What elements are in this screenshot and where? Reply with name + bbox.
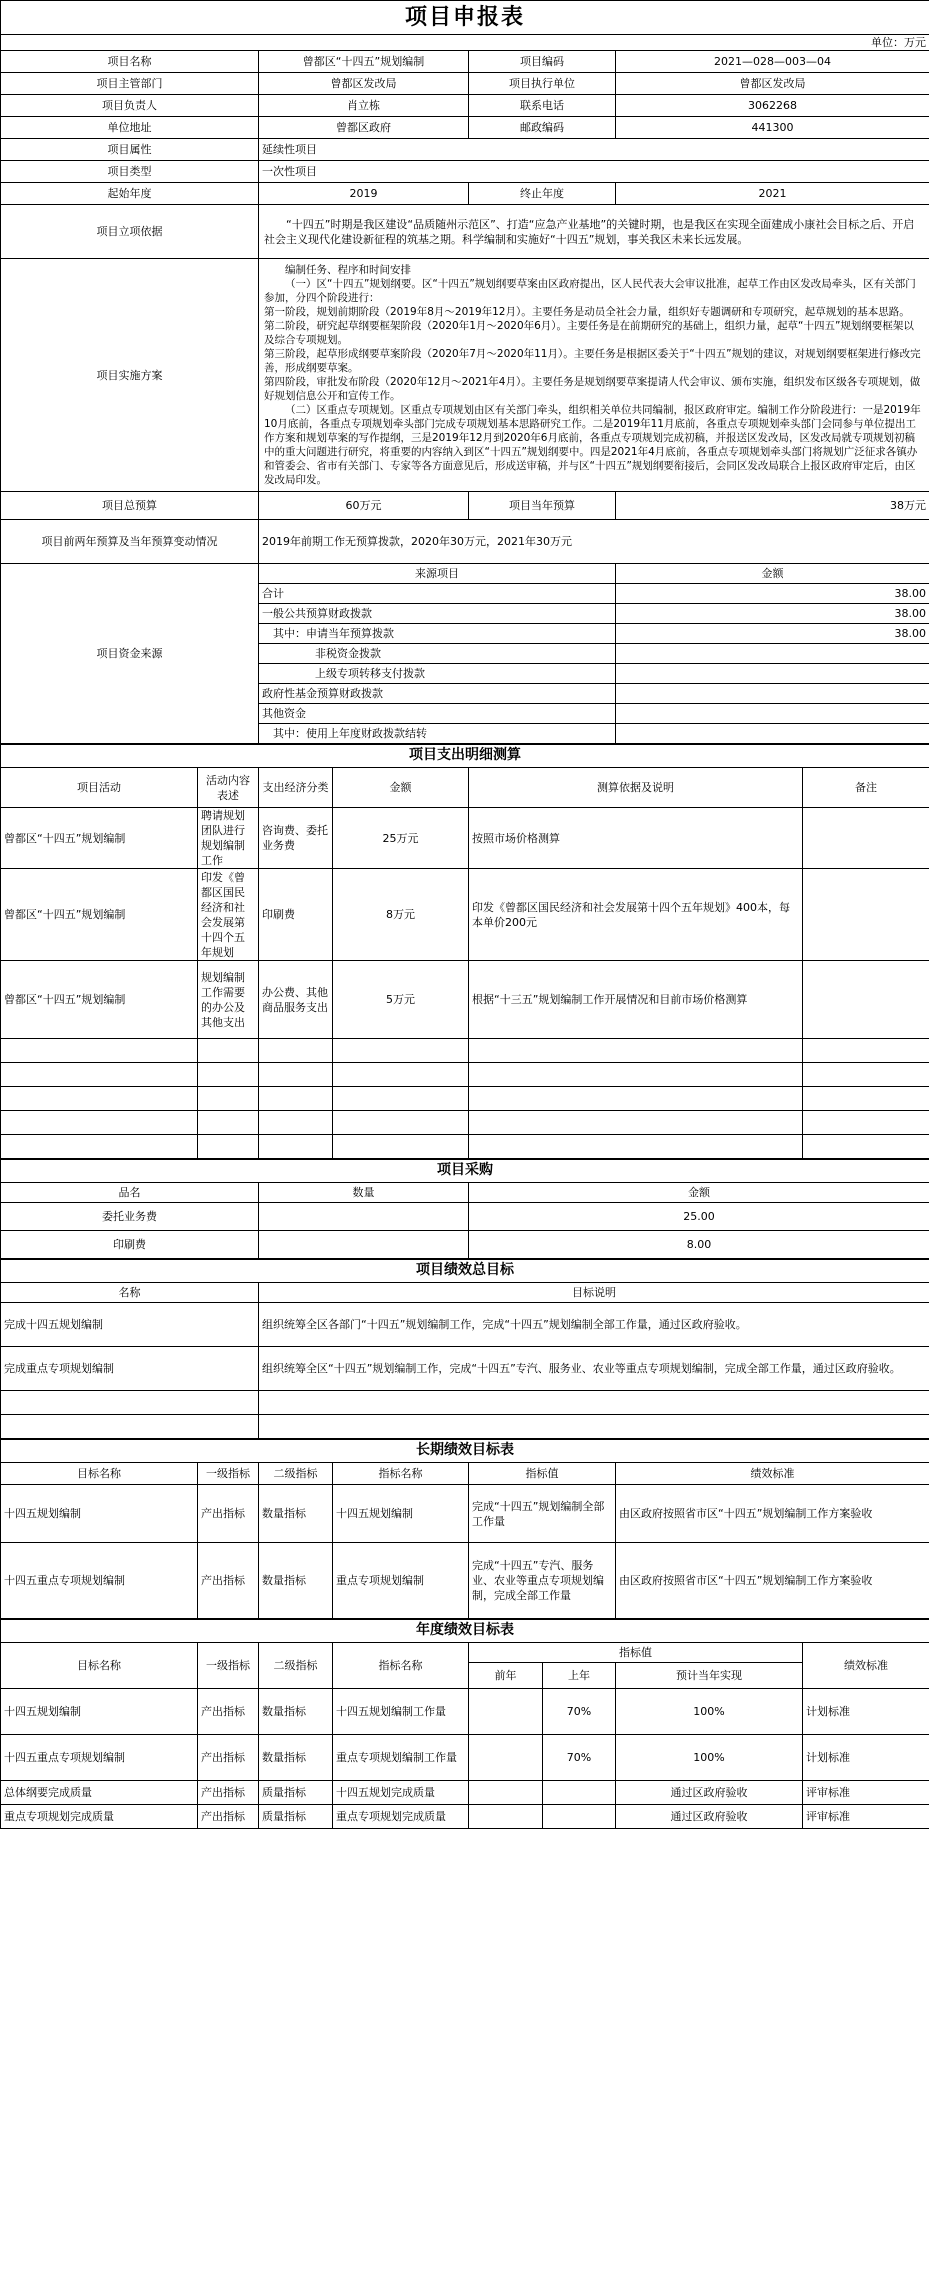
years-row <box>1 183 929 205</box>
empty-cell <box>259 1391 929 1415</box>
empty-cell <box>259 1087 333 1111</box>
expense-content: 聘请规划团队进行规划编制工作 <box>198 808 259 869</box>
column-header: 品名 <box>1 1183 259 1203</box>
annual-y3: 100% <box>616 1689 803 1735</box>
funds-amount: 38.00 <box>616 624 929 644</box>
empty-cell <box>469 1111 803 1135</box>
annual-l1: 产出指标 <box>198 1781 259 1805</box>
goal-title: 项目绩效总目标 <box>1 1259 929 1283</box>
field-value: 曾都区“十四五”规划编制 <box>259 51 469 73</box>
basic-info <box>1 51 929 139</box>
funds-source: 非税资金拨款 <box>259 644 616 664</box>
column-header: 一级指标 <box>198 1463 259 1485</box>
field-label: 终止年度 <box>469 183 616 205</box>
column-header: 目标名称 <box>1 1463 198 1485</box>
funds-section <box>1 564 929 744</box>
expense-amount: 25万元 <box>333 808 469 869</box>
field-label: 项目类型 <box>1 161 259 183</box>
empty-cell <box>198 1135 259 1159</box>
funds-amount: 38.00 <box>616 584 929 604</box>
column-header: 金额 <box>616 564 929 584</box>
field-label: 项目实施方案 <box>1 259 259 492</box>
goal-empty-row <box>1 1391 929 1415</box>
annual-l2: 数量指标 <box>259 1689 333 1735</box>
goal-header-row <box>1 1283 929 1303</box>
empty-cell <box>1 1039 198 1063</box>
expense-basis: 印发《曾都区国民经济和社会发展第十四个五年规划》400本，每本单价200元 <box>469 869 803 961</box>
empty-cell <box>803 1087 929 1111</box>
field-value: 38万元 <box>616 492 929 520</box>
plan-line: 第四阶段，审批发布阶段（2020年12月～2021年4月）。主要任务是规划纲要草案提请人代会审议、颁布实施，组织发布区级各专项规划，做好规划信息公开和宣传工作。 <box>264 376 921 402</box>
goal-name: 完成重点专项规划编制 <box>1 1347 259 1391</box>
longterm-title: 长期绩效目标表 <box>1 1439 929 1463</box>
longterm-value: 完成“十四五”规划编制全部工作量 <box>469 1485 616 1543</box>
expense-category: 印刷费 <box>259 869 333 961</box>
expense-empty-row <box>1 1039 929 1063</box>
column-header: 二级指标 <box>259 1643 333 1689</box>
empty-cell <box>259 1415 929 1439</box>
procure-title: 项目采购 <box>1 1159 929 1183</box>
expense-header-row <box>1 768 929 808</box>
procure-section <box>1 1183 929 1259</box>
basic-row <box>1 95 929 117</box>
column-subheader: 前年 <box>469 1663 543 1689</box>
annual-row <box>1 1805 929 1829</box>
funds-amount <box>616 704 929 724</box>
field-value: 延续性项目 <box>259 139 929 161</box>
plan-text <box>259 259 929 492</box>
funds-source: 其中：申请当年预算拨款 <box>259 624 616 644</box>
column-header: 目标说明 <box>259 1283 929 1303</box>
procure-name: 委托业务费 <box>1 1203 259 1231</box>
empty-cell <box>803 1063 929 1087</box>
longterm-l1: 产出指标 <box>198 1543 259 1619</box>
plan-line: 第二阶段，研究起草纲要框架阶段（2020年1月～2020年6月）。主要任务是在前期研究的基础上，组织力量，起草“十四五”规划纲要框架以及综合专项规划。 <box>264 320 914 346</box>
expense-content: 印发《曾都区国民经济和社会发展第十四个五年规划 <box>198 869 259 961</box>
column-header: 备注 <box>803 768 929 808</box>
column-header: 金额 <box>333 768 469 808</box>
plan-line: 编制任务、程序和时间安排 <box>285 264 411 276</box>
column-header: 来源项目 <box>259 564 616 584</box>
annual-std: 评审标准 <box>803 1781 929 1805</box>
expense-empty-row <box>1 1063 929 1087</box>
annual-y3: 100% <box>616 1735 803 1781</box>
field-value: 2021 <box>616 183 929 205</box>
expense-amount: 5万元 <box>333 961 469 1039</box>
column-header: 项目活动 <box>1 768 198 808</box>
basis-row <box>1 205 929 259</box>
annual-y3: 通过区政府验收 <box>616 1805 803 1829</box>
basic-row <box>1 73 929 95</box>
field-label: 邮政编码 <box>469 117 616 139</box>
expense-note <box>803 808 929 869</box>
field-value: 曾都区政府 <box>259 117 469 139</box>
expense-category: 办公费、其他商品服务支出 <box>259 961 333 1039</box>
empty-cell <box>469 1039 803 1063</box>
annual-std: 计划标准 <box>803 1689 929 1735</box>
goal-desc: 组织统筹全区各部门“十四五”规划编制工作，完成“十四五”规划编制全部工作量，通过区政府验收。 <box>259 1303 929 1347</box>
empty-cell <box>1 1087 198 1111</box>
column-header: 二级指标 <box>259 1463 333 1485</box>
longterm-l1: 产出指标 <box>198 1485 259 1543</box>
empty-cell <box>333 1111 469 1135</box>
column-header: 支出经济分类 <box>259 768 333 808</box>
plan-line: （一）区“十四五”规划纲要。区“十四五”规划纲要草案由区政府提出，区人民代表大会审议批准，起草工作由区发改局牵头，区有关部门参加，分四个阶段进行： <box>264 278 916 304</box>
attr-row <box>1 139 929 161</box>
procure-qty <box>259 1231 469 1259</box>
longterm-section <box>1 1463 929 1619</box>
type-row <box>1 161 929 183</box>
funds-source: 一般公共预算财政拨款 <box>259 604 616 624</box>
field-label: 项目主管部门 <box>1 73 259 95</box>
expense-amount: 8万元 <box>333 869 469 961</box>
funds-amount: 38.00 <box>616 604 929 624</box>
field-value: 2019 <box>259 183 469 205</box>
empty-cell <box>469 1087 803 1111</box>
annual-std: 计划标准 <box>803 1735 929 1781</box>
column-header: 指标名称 <box>333 1643 469 1689</box>
field-label: 联系电话 <box>469 95 616 117</box>
column-header: 指标名称 <box>333 1463 469 1485</box>
procure-header-row <box>1 1183 929 1203</box>
empty-cell <box>469 1135 803 1159</box>
expense-empty-row <box>1 1111 929 1135</box>
annual-title: 年度绩效目标表 <box>1 1619 929 1643</box>
goal-row <box>1 1347 929 1391</box>
annual-l2: 质量指标 <box>259 1805 333 1829</box>
empty-cell <box>198 1087 259 1111</box>
longterm-header-row <box>1 1463 929 1485</box>
expense-row <box>1 808 929 869</box>
field-value: 3062268 <box>616 95 929 117</box>
column-header: 活动内容表述 <box>198 768 259 808</box>
annual-std: 评审标准 <box>803 1805 929 1829</box>
annual-header-row <box>1 1643 929 1663</box>
funds-amount <box>616 644 929 664</box>
annual-y1 <box>469 1781 543 1805</box>
expense-empty-row <box>1 1087 929 1111</box>
field-label: 项目前两年预算及当年预算变动情况 <box>1 520 259 564</box>
plan-row <box>1 259 929 492</box>
expense-title: 项目支出明细测算 <box>1 744 929 768</box>
annual-l1: 产出指标 <box>198 1689 259 1735</box>
field-value: 肖立栋 <box>259 95 469 117</box>
field-value: 一次性项目 <box>259 161 929 183</box>
column-subheader: 上年 <box>543 1663 616 1689</box>
annual-y2: 70% <box>543 1689 616 1735</box>
annual-y2 <box>543 1805 616 1829</box>
basis-text: “十四五”时期是我区建设“品质随州示范区”、打造“应急产业基地”的关键时期，也是我区在实现全面建成小康社会目标之后、开启社会主义现代化建设新征程的筑基之期。科学编制和实施好“十四五”规划，事关我区未来长远发展。 <box>259 205 929 259</box>
annual-y1 <box>469 1735 543 1781</box>
longterm-l2: 数量指标 <box>259 1543 333 1619</box>
annual-target: 重点专项规划完成质量 <box>1 1805 198 1829</box>
field-value: 60万元 <box>259 492 469 520</box>
change-text: 2019年前期工作无预算拨款，2020年30万元，2021年30万元 <box>259 520 929 564</box>
empty-cell <box>259 1111 333 1135</box>
empty-cell <box>1 1063 198 1087</box>
column-header: 指标值 <box>469 1463 616 1485</box>
annual-name: 重点专项规划编制工作量 <box>333 1735 469 1781</box>
annual-target: 十四五重点专项规划编制 <box>1 1735 198 1781</box>
empty-cell <box>1 1415 259 1439</box>
goal-section <box>1 1283 929 1439</box>
expense-note <box>803 869 929 961</box>
annual-y1 <box>469 1805 543 1829</box>
annual-name: 重点专项规划完成质量 <box>333 1805 469 1829</box>
expense-content: 规划编制工作需要的办公及其他支出 <box>198 961 259 1039</box>
annual-y2 <box>543 1781 616 1805</box>
funds-source: 其中：使用上年度财政拨款结转 <box>259 724 616 744</box>
longterm-std: 由区政府按照省市区“十四五”规划编制工作方案验收 <box>616 1485 929 1543</box>
annual-name: 十四五规划编制工作量 <box>333 1689 469 1735</box>
field-label: 项目属性 <box>1 139 259 161</box>
expense-category: 咨询费、委托业务费 <box>259 808 333 869</box>
empty-cell <box>469 1063 803 1087</box>
empty-cell <box>803 1135 929 1159</box>
column-subheader: 预计当年实现 <box>616 1663 803 1689</box>
field-label: 项目执行单位 <box>469 73 616 95</box>
empty-cell <box>333 1087 469 1111</box>
column-header: 目标名称 <box>1 1643 198 1689</box>
procure-amount: 8.00 <box>469 1231 929 1259</box>
column-header: 测算依据及说明 <box>469 768 803 808</box>
goal-row <box>1 1303 929 1347</box>
longterm-name: 重点专项规划编制 <box>333 1543 469 1619</box>
funds-source: 政府性基金预算财政拨款 <box>259 684 616 704</box>
field-label: 项目名称 <box>1 51 259 73</box>
field-label: 项目编码 <box>469 51 616 73</box>
funds-amount <box>616 724 929 744</box>
procure-row <box>1 1231 929 1259</box>
goal-name: 完成十四五规划编制 <box>1 1303 259 1347</box>
empty-cell <box>1 1111 198 1135</box>
annual-target: 十四五规划编制 <box>1 1689 198 1735</box>
procure-qty <box>259 1203 469 1231</box>
field-value: 2021—028—003—04 <box>616 51 929 73</box>
budget-row <box>1 492 929 520</box>
procure-amount: 25.00 <box>469 1203 929 1231</box>
empty-cell <box>1 1391 259 1415</box>
longterm-std: 由区政府按照省市区“十四五”规划编制工作方案验收 <box>616 1543 929 1619</box>
procure-row <box>1 1203 929 1231</box>
longterm-target: 十四五重点专项规划编制 <box>1 1543 198 1619</box>
funds-source: 合计 <box>259 584 616 604</box>
expense-section <box>1 768 929 1159</box>
annual-section <box>1 1643 929 1829</box>
funds-source: 上级专项转移支付拨款 <box>259 664 616 684</box>
empty-cell <box>333 1039 469 1063</box>
annual-l1: 产出指标 <box>198 1805 259 1829</box>
expense-row <box>1 961 929 1039</box>
longterm-row <box>1 1485 929 1543</box>
field-label: 起始年度 <box>1 183 259 205</box>
expense-row <box>1 869 929 961</box>
empty-cell <box>803 1111 929 1135</box>
field-label: 单位地址 <box>1 117 259 139</box>
plan-line: 第一阶段，规划前期阶段（2019年8月～2019年12月）。主要任务是动员全社会力量，组织好专题调研和专项研究，起草规划的基本思路。 <box>264 306 910 318</box>
column-header: 名称 <box>1 1283 259 1303</box>
basic-row <box>1 51 929 73</box>
annual-l2: 质量指标 <box>259 1781 333 1805</box>
expense-basis: 按照市场价格测算 <box>469 808 803 869</box>
column-header: 绩效标准 <box>803 1643 929 1689</box>
column-header: 绩效标准 <box>616 1463 929 1485</box>
field-label: 项目负责人 <box>1 95 259 117</box>
empty-cell <box>259 1039 333 1063</box>
longterm-row <box>1 1543 929 1619</box>
field-value: 曾都区发改局 <box>259 73 469 95</box>
field-label: 项目总预算 <box>1 492 259 520</box>
expense-activity: 曾都区“十四五”规划编制 <box>1 869 198 961</box>
empty-cell <box>259 1135 333 1159</box>
empty-cell <box>333 1063 469 1087</box>
longterm-l2: 数量指标 <box>259 1485 333 1543</box>
annual-row <box>1 1689 929 1735</box>
annual-row <box>1 1735 929 1781</box>
plan-line: 第三阶段，起草形成纲要草案阶段（2020年7月～2020年11月）。主要任务是根据区委关于“十四五”规划的建议，对规划纲要框架进行修改完善，形成纲要草案。 <box>264 348 921 374</box>
plan-line: （二）区重点专项规划。区重点专项规划由区有关部门牵头，组织相关单位共同编制，报区政府审定。编制工作分阶段进行：一是2019年10月底前，各重点专项规划牵头部门完成专项规划基本思路研究工作。二是2019年11月底前，各重点专项规划牵头部门会同参与单位提出工作方案和规划草案的写作提纲，三是2019年12月到2020年6月底前，各重点专项规划完成初稿，并报送区发改局，区发改局就专项规划初稿中的重大问题进行研究，将重要的内容纳入到区“十四五”规划纲要中。四是2021年4月底前，各重点专项规划牵头部门将规划广泛征求各镇办和管委会、省市有关部门、专家等各方面意见后，形成送审稿，并与区“十四五”规划纲要衔接后，会同区发改局联合上报区政府审定后，由区发改局印发。 <box>264 404 921 486</box>
field-label: 项目立项依据 <box>1 205 259 259</box>
field-label: 项目资金来源 <box>1 564 259 744</box>
empty-cell <box>259 1063 333 1087</box>
annual-target: 总体纲要完成质量 <box>1 1781 198 1805</box>
empty-cell <box>198 1039 259 1063</box>
longterm-value: 完成“十四五”专汽、服务业、农业等重点专项规划编制，完成全部工作量 <box>469 1543 616 1619</box>
field-value: 曾都区发改局 <box>616 73 929 95</box>
empty-cell <box>333 1135 469 1159</box>
empty-cell <box>803 1039 929 1063</box>
expense-activity: 曾都区“十四五”规划编制 <box>1 808 198 869</box>
column-header: 指标值 <box>469 1643 803 1663</box>
page-title: 项目申报表 <box>1 1 929 35</box>
expense-note <box>803 961 929 1039</box>
funds-source: 其他资金 <box>259 704 616 724</box>
column-header: 金额 <box>469 1183 929 1203</box>
expense-basis: 根据“十三五”规划编制工作开展情况和目前市场价格测算 <box>469 961 803 1039</box>
annual-name: 十四五规划完成质量 <box>333 1781 469 1805</box>
annual-y1 <box>469 1689 543 1735</box>
expense-empty-row <box>1 1135 929 1159</box>
empty-cell <box>198 1111 259 1135</box>
empty-cell <box>1 1135 198 1159</box>
funds-amount <box>616 664 929 684</box>
goal-desc: 组织统筹全区“十四五”规划编制工作，完成“十四五”专汽、服务业、农业等重点专项规划编制，完成全部工作量，通过区政府验收。 <box>259 1347 929 1391</box>
field-value: 441300 <box>616 117 929 139</box>
basic-row <box>1 117 929 139</box>
annual-l2: 数量指标 <box>259 1735 333 1781</box>
annual-y2: 70% <box>543 1735 616 1781</box>
procure-name: 印刷费 <box>1 1231 259 1259</box>
unit-label: 单位：万元 <box>1 35 929 51</box>
longterm-target: 十四五规划编制 <box>1 1485 198 1543</box>
field-label: 项目当年预算 <box>469 492 616 520</box>
longterm-name: 十四五规划编制 <box>333 1485 469 1543</box>
change-row <box>1 520 929 564</box>
column-header: 一级指标 <box>198 1643 259 1689</box>
empty-cell <box>198 1063 259 1087</box>
annual-y3: 通过区政府验收 <box>616 1781 803 1805</box>
expense-activity: 曾都区“十四五”规划编制 <box>1 961 198 1039</box>
column-header: 数量 <box>259 1183 469 1203</box>
funds-amount <box>616 684 929 704</box>
goal-empty-row <box>1 1415 929 1439</box>
funds-header-row <box>1 564 929 584</box>
annual-l1: 产出指标 <box>198 1735 259 1781</box>
annual-row <box>1 1781 929 1805</box>
